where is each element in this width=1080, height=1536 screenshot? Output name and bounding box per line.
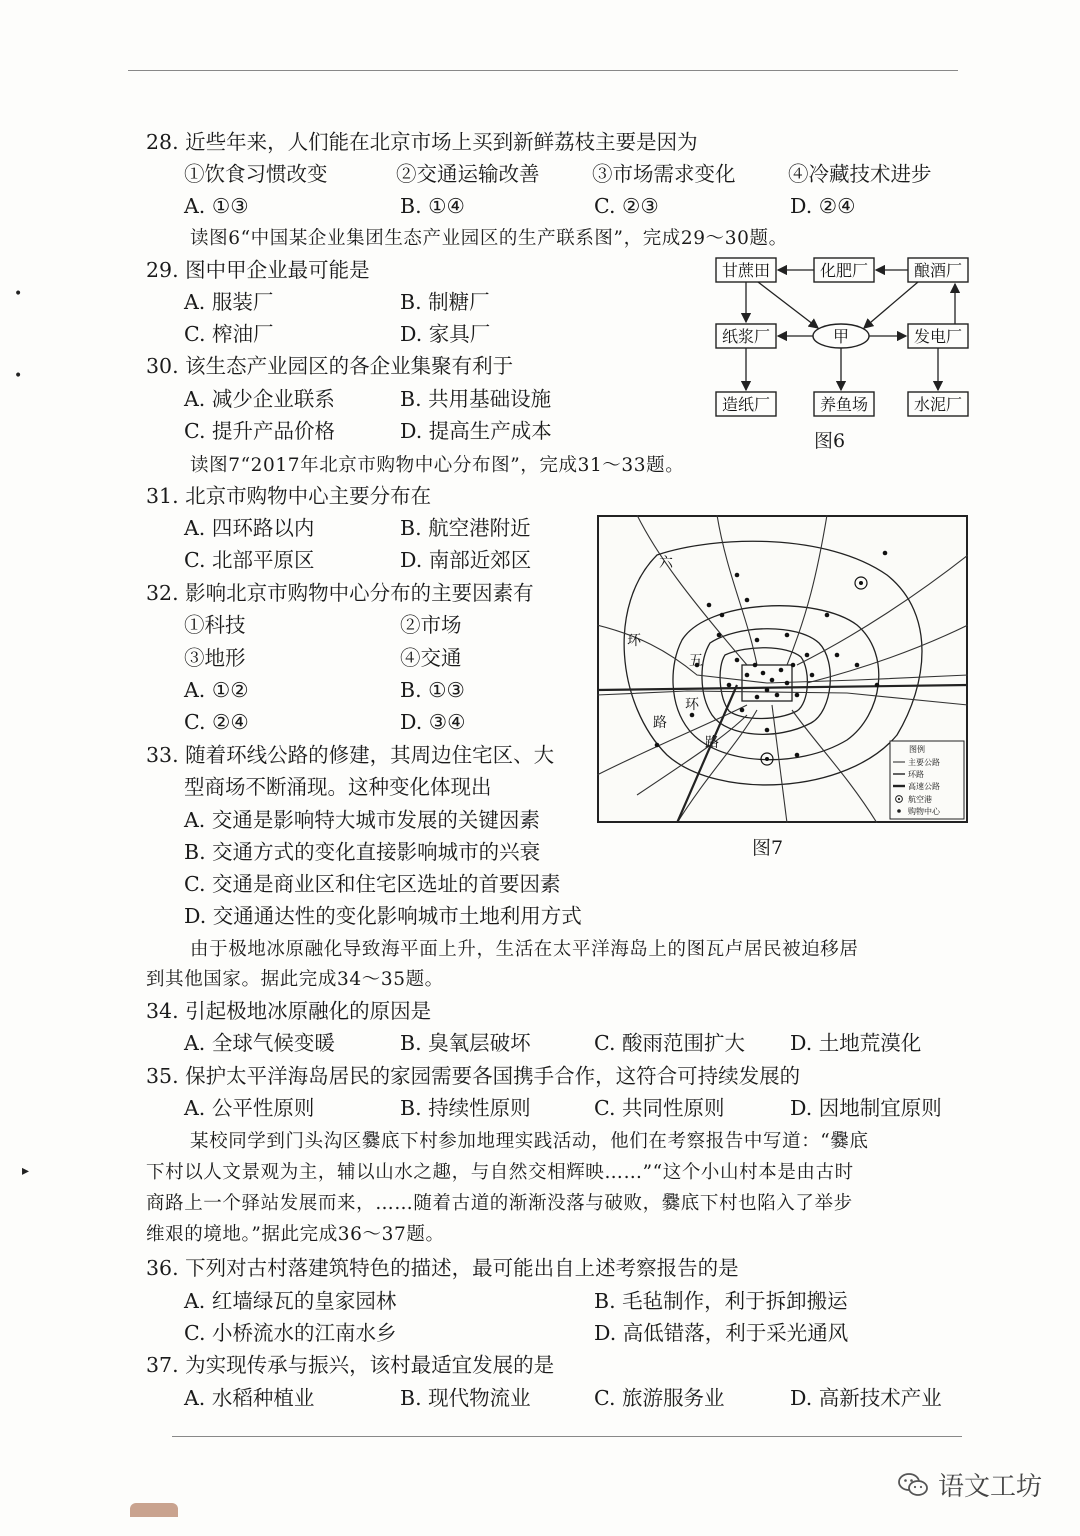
q36-stem: 36. 下列对古村落建筑特色的描述，最可能出自上述考察报告的是 [146,1256,739,1280]
q33-stem-line1: 33. 随着环线公路的修建，其周边住宅区、大 [146,743,555,767]
q36-option-a: A. 红墙绿瓦的皇家园林 [184,1289,397,1313]
q28-option-c: C. ②③ [594,194,659,218]
node-shuinichang: 水泥厂 [913,395,963,414]
q28-item-3: ③市场需求变化 [592,162,736,186]
q32-option-b: B. ①③ [400,678,465,702]
q37-option-d: D. 高新技术产业 [790,1386,942,1410]
node-niangjiuchang: 酿酒厂 [913,261,963,280]
q35-stem: 35. 保护太平洋海岛居民的家园需要各国携手合作，这符合可持续发展的 [146,1064,801,1088]
intro-fig7: 读图7“2017年北京市购物中心分布图”，完成31～33题。 [190,455,685,476]
q31-option-a: A. 四环路以内 [184,516,315,540]
intro-36-line4: 维艰的境地。”据此完成36～37题。 [146,1224,445,1245]
q35-option-a: A. 公平性原则 [184,1096,315,1120]
q32-item-1: ①科技 [184,613,246,637]
q33-option-d: D. 交通通达性的变化影响城市土地利用方式 [184,904,582,928]
q34-option-d: D. 土地荒漠化 [790,1031,922,1055]
q35-option-b: B. 持续性原则 [400,1096,531,1120]
q28-option-b: B. ①④ [400,194,465,218]
legend-shopping-center: 购物中心 [908,807,940,816]
legend-highway: 高速公路 [908,782,940,791]
label-lu: 路 [653,715,667,731]
q32-option-a: A. ①② [184,678,249,702]
q34-option-a: A. 全球气候变暖 [184,1031,335,1055]
figure-7-caption: 图7 [752,837,784,859]
q36-option-b: B. 毛毡制作，利于拆卸搬运 [594,1289,848,1313]
q32-item-2: ②市场 [400,613,462,637]
scan-mark-3: ▸ [22,1163,30,1179]
intro-34-line1: 由于极地冰原融化导致海平面上升，生活在太平洋海岛上的图瓦卢居民被迫移居 [190,939,859,960]
intro-36-line2: 下村以人文景观为主，辅以山水之趣，与自然交相辉映……”“这个小山村本是由古时 [146,1162,854,1183]
q29-option-d: D. 家具厂 [400,322,491,346]
legend-ring-road: 环路 [908,770,924,779]
q34-stem: 34. 引起极地冰原融化的原因是 [146,999,432,1023]
scan-mark-2: • [14,368,23,384]
scan-mark-1: • [14,286,23,302]
intro-36-line3: 商路上一个驿站发展而来，……随着古道的渐渐没落与破败，爨底下村也陷入了举步 [146,1193,853,1214]
intro-36-line1: 某校同学到门头沟区爨底下村参加地理实践活动，他们在考察报告中写道：“爨底 [190,1131,869,1152]
q28-stem: 28. 近些年来，人们能在北京市场上买到新鲜荔枝主要是因为 [146,130,698,154]
q29-option-b: B. 制糖厂 [400,290,490,314]
q35-option-c: C. 共同性原则 [594,1096,725,1120]
q32-option-d: D. ③④ [400,710,466,734]
q28-item-1: ①饮食习惯改变 [184,162,328,186]
legend-airport: 航空港 [908,795,932,804]
node-ganzhetian: 甘蔗田 [721,261,771,280]
watermark-text: 语文工坊 [937,1472,1042,1502]
figure-6-caption: 图6 [814,430,846,452]
q35-option-d: D. 因地制宜原则 [790,1096,942,1120]
intro-34-line2: 到其他国家。据此完成34～35题。 [146,969,444,990]
q37-option-c: C. 旅游服务业 [594,1386,725,1410]
q30-option-c: C. 提升产品价格 [184,419,335,443]
q28-item-2: ②交通运输改善 [396,162,540,186]
intro-fig6: 读图6“中国某企业集团生态产业园区的生产联系图”，完成29～30题。 [190,228,788,249]
figure-7-map [597,515,968,823]
q30-stem: 30. 该生态产业园区的各企业集聚有利于 [146,354,514,378]
q36-option-c: C. 小桥流水的江南水乡 [184,1321,397,1345]
label-huan2: 环 [685,697,699,713]
label-liu: 六 [659,555,673,571]
q30-option-b: B. 共用基础设施 [400,387,552,411]
q33-option-a: A. 交通是影响特大城市发展的关键因素 [184,808,540,832]
legend-title: 图例 [909,745,925,754]
q29-option-a: A. 服装厂 [184,290,274,314]
node-jia: 甲 [832,327,850,346]
label-huan: 环 [627,633,641,649]
q28-option-d: D. ②④ [790,194,856,218]
q31-option-b: B. 航空港附近 [400,516,531,540]
q33-option-c: C. 交通是商业区和住宅区选址的首要因素 [184,872,561,896]
figure-6-diagram [710,252,974,422]
q29-option-c: C. 榨油厂 [184,322,274,346]
q31-option-c: C. 北部平原区 [184,548,315,572]
scan-stain [130,1503,178,1517]
q37-option-a: A. 水稻种植业 [184,1386,315,1410]
label-lu2: 路 [705,735,719,751]
q29-stem: 29. 图中甲企业最可能是 [146,258,370,282]
q33-option-b: B. 交通方式的变化直接影响城市的兴衰 [184,840,541,864]
q34-option-b: B. 臭氧层破坏 [400,1031,531,1055]
node-yangyuchang: 养鱼场 [819,395,869,414]
q32-option-c: C. ②④ [184,710,249,734]
q32-item-4: ④交通 [400,646,462,670]
q32-item-3: ③地形 [184,646,246,670]
node-zaozhichang: 造纸厂 [721,395,771,414]
top-rule [128,70,958,71]
q30-option-a: A. 减少企业联系 [184,387,335,411]
label-wu: 五 [689,653,703,669]
q33-stem-line2: 型商场不断涌现。这种变化体现出 [184,775,492,799]
q31-option-d: D. 南部近郊区 [400,548,532,572]
legend-main-road: 主要公路 [908,758,940,767]
watermark [898,1466,1042,1503]
q28-option-a: A. ①③ [184,194,249,218]
q28-item-4: ④冷藏技术进步 [788,162,932,186]
q32-stem: 32. 影响北京市购物中心分布的主要因素有 [146,581,534,605]
q36-option-d: D. 高低错落，利于采光通风 [594,1321,849,1345]
wechat-icon [898,1472,928,1498]
q37-stem: 37. 为实现传承与振兴，该村最适宜发展的是 [146,1353,555,1377]
q37-option-b: B. 现代物流业 [400,1386,531,1410]
q30-option-d: D. 提高生产成本 [400,419,552,443]
node-fadianchang: 发电厂 [913,327,963,346]
legend [890,741,964,819]
node-huafeichang: 化肥厂 [819,261,869,280]
q31-stem: 31. 北京市购物中心主要分布在 [146,484,432,508]
bottom-rule [172,1436,962,1437]
node-zhijiangchang: 纸浆厂 [721,327,771,346]
q34-option-c: C. 酸雨范围扩大 [594,1031,745,1055]
